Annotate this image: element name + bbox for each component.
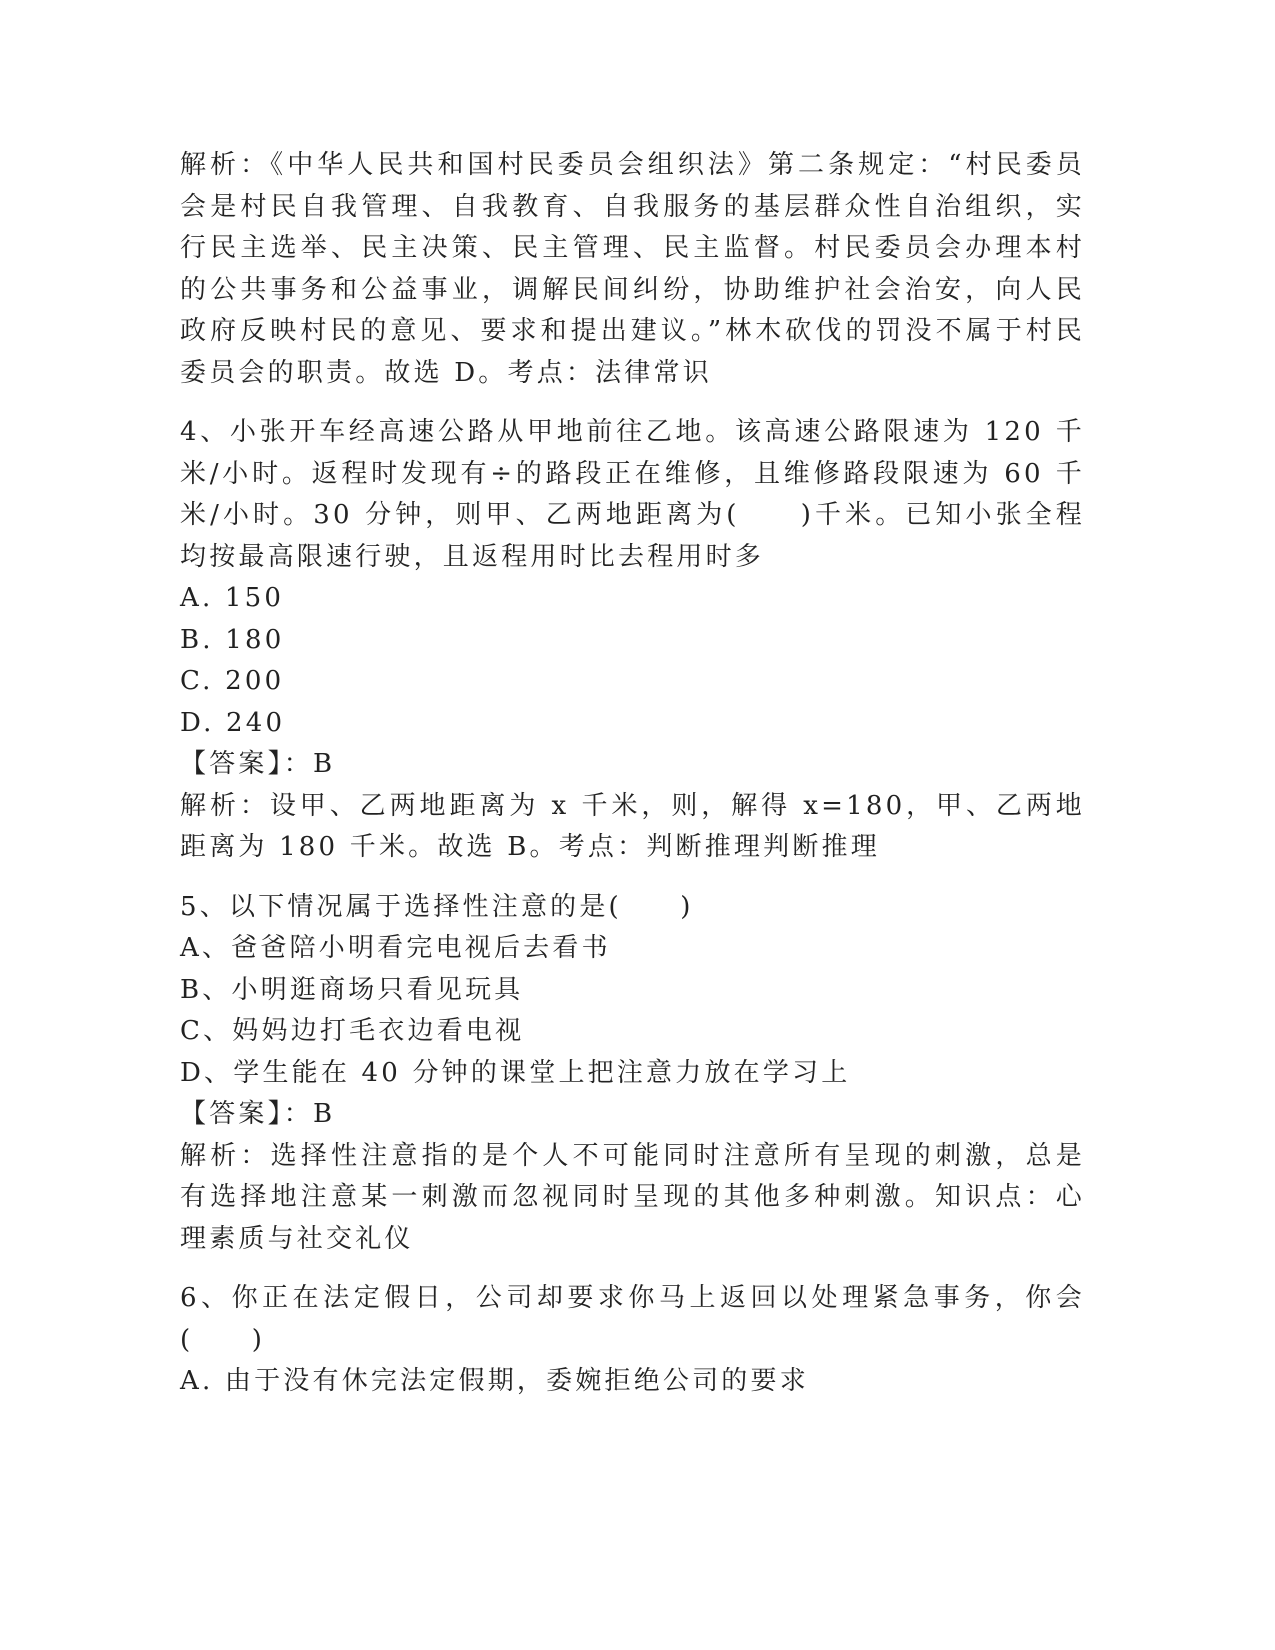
q4-option-b: B. 180 — [180, 624, 285, 655]
q5-option-c: C、妈妈边打毛衣边看电视 — [180, 1016, 525, 1046]
q6-stem: 6、你正在法定假日，公司却要求你马上返回以处理紧急事务，你会( ) — [180, 1283, 1085, 1355]
q5-option-a: A、爸爸陪小明看完电视后去看书 — [180, 933, 611, 963]
q5-analysis: 解析：选择性注意指的是个人不可能同时注意所有呈现的刺激，总是有选择地注意某一刺激而忽视同时呈现的其他多种刺激。知识点：心理素质与社交礼仪 — [180, 1140, 1085, 1254]
q4-analysis: 解析：设甲、乙两地距离为 x 千米，则，解得 x=180，甲、乙两地距离为 180 千米。故选 B。考点：判断推理判断推理 — [180, 790, 1085, 862]
spacer — [180, 869, 1085, 887]
q3-analysis: 解析：《中华人民共和国村民委员会组织法》第二条规定：“村民委员会是村民自我管理、自我教育、自我服务的基层群众性自治组织，实行民主选举、民主决策、民主管理、民主监督。村民委员会办理本村的公共事务和公益事业，调解民间纠纷，协助维护社会治安，向人民政府反映村民的意见、要求和提出建议。”林木砍伐的罚没不属于村民委员会的职责。故选 D。考点：法律常识 — [180, 150, 1085, 388]
q5-answer: 【答案】：B — [180, 1099, 336, 1129]
q4-option-c: C. 200 — [180, 666, 285, 696]
document-page — [180, 145, 1085, 1403]
spacer — [180, 394, 1085, 412]
spacer — [180, 1260, 1085, 1278]
q6-option-a: A. 由于没有休完法定假期，委婉拒绝公司的要求 — [180, 1366, 809, 1396]
q5-option-b: B、小明逛商场只看见玩具 — [180, 974, 524, 1005]
q5-option-d: D、学生能在 40 分钟的课堂上把注意力放在学习上 — [180, 1057, 851, 1088]
q4-answer: 【答案】：B — [180, 749, 336, 779]
q4-option-a: A. 150 — [180, 583, 285, 613]
q5-stem: 5、以下情况属于选择性注意的是( ) — [180, 891, 694, 922]
q4-stem: 4、小张开车经高速公路从甲地前往乙地。该高速公路限速为 120 千米/小时。返程时发现有÷的路段正在维修，且维修路段限速为 60 千米/小时。30 分钟，则甲、乙两地距离为( )千米。已知小张全程均按最高限速行驶，且返程用时比去程用时多 — [180, 417, 1085, 572]
q4-option-d: D. 240 — [180, 707, 286, 738]
